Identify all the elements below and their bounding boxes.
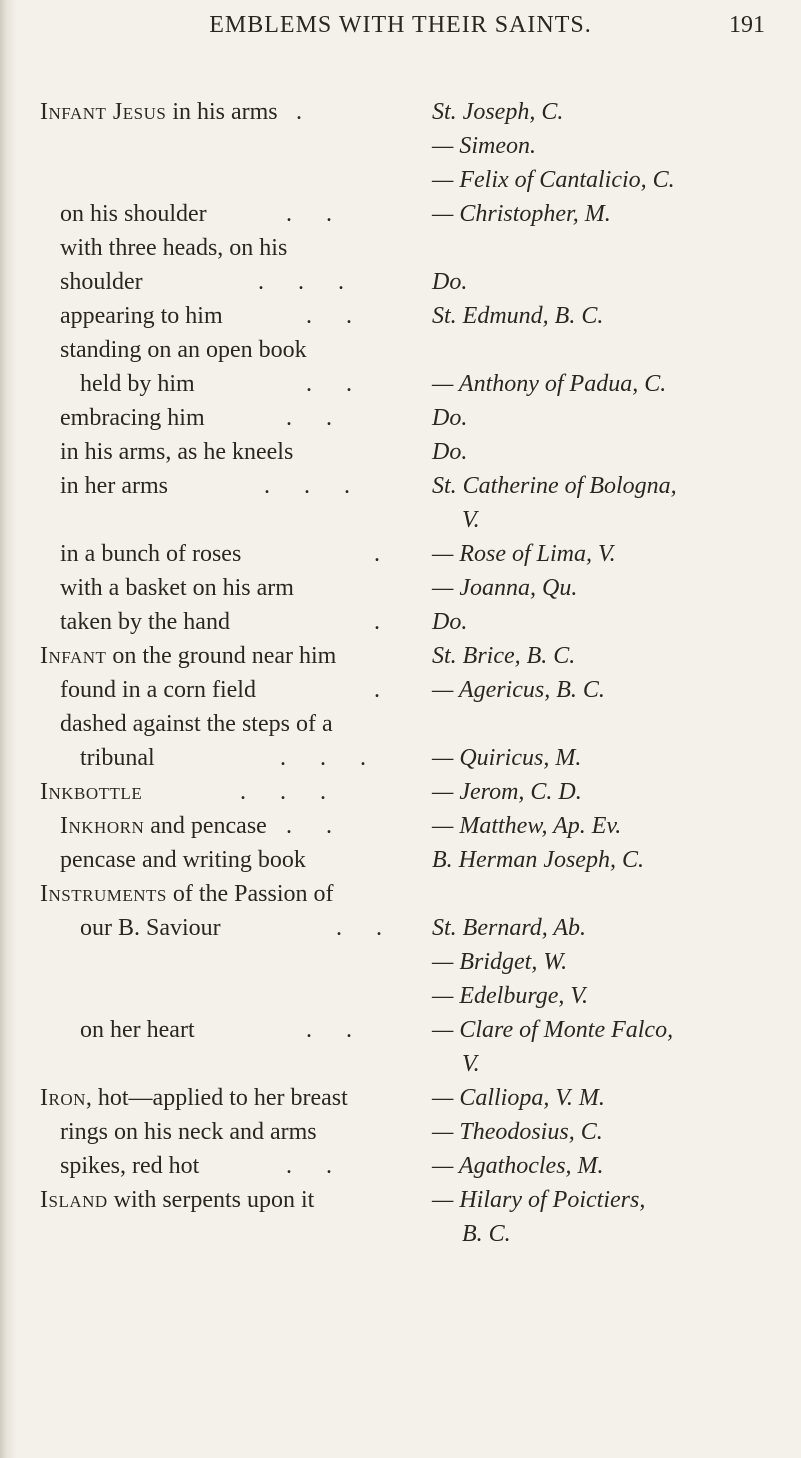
index-entry bbox=[0, 843, 801, 877]
index-entry bbox=[0, 163, 801, 197]
emblem-text: with serpents upon it bbox=[107, 1187, 315, 1213]
emblem-description bbox=[40, 775, 142, 809]
emblem-text: on her heart bbox=[80, 1017, 195, 1043]
index-entry bbox=[0, 639, 801, 673]
index-entry bbox=[0, 1183, 801, 1217]
emblem-description bbox=[60, 605, 230, 639]
emblem-description bbox=[80, 367, 195, 401]
page-number: 191 bbox=[729, 12, 765, 38]
running-title: EMBLEMS WITH THEIR SAINTS. bbox=[209, 12, 592, 38]
emblem-text: in his arms bbox=[166, 99, 278, 125]
index-entry bbox=[0, 333, 801, 367]
emblem-text: tribunal bbox=[80, 745, 155, 771]
index-entry bbox=[0, 95, 801, 129]
index-entry bbox=[0, 809, 801, 843]
index-entry bbox=[0, 1013, 801, 1047]
index-entry bbox=[0, 673, 801, 707]
saint-name: Do. bbox=[432, 405, 468, 431]
saint-name: — Anthony of Padua, C. bbox=[432, 371, 667, 397]
index-entry bbox=[0, 1047, 801, 1081]
emblem-description bbox=[60, 299, 223, 333]
index-entry bbox=[0, 1115, 801, 1149]
index-entry bbox=[0, 299, 801, 333]
emblem-text: found in a corn field bbox=[60, 677, 256, 703]
leader-dots: . bbox=[374, 677, 394, 703]
emblem-text: pencase and writing book bbox=[60, 847, 306, 873]
index-entry bbox=[0, 503, 801, 537]
leader-dots: . . bbox=[286, 405, 346, 431]
emblem-description bbox=[60, 469, 168, 503]
emblem-text: in his arms, as he kneels bbox=[60, 439, 294, 465]
leader-dots: . bbox=[374, 609, 394, 635]
saint-name: — Clare of Monte Falco, bbox=[432, 1017, 674, 1043]
leader-dots: . . bbox=[336, 915, 396, 941]
leader-dots: . . bbox=[286, 813, 346, 839]
emblem-heading: Inkbottle bbox=[40, 779, 143, 805]
emblem-text: with three heads, on his bbox=[60, 235, 288, 261]
index-entry bbox=[0, 367, 801, 401]
saint-name: — Theodosius, C. bbox=[432, 1119, 603, 1145]
saint-name: — Matthew, Ap. Ev. bbox=[432, 813, 622, 839]
index-entry bbox=[0, 1149, 801, 1183]
emblem-heading: Island bbox=[40, 1187, 108, 1213]
saint-name: — Rose of Lima, V. bbox=[432, 541, 616, 567]
emblem-description bbox=[40, 877, 334, 911]
saint-name: B. Herman Joseph, C. bbox=[432, 847, 644, 873]
emblem-heading: Infant bbox=[40, 643, 107, 669]
emblem-description bbox=[80, 1013, 195, 1047]
emblem-text: on the ground near him bbox=[106, 643, 337, 669]
emblem-heading: Instruments bbox=[40, 881, 167, 907]
emblem-description bbox=[40, 1183, 314, 1217]
emblem-text: shoulder bbox=[60, 269, 143, 295]
index-entry bbox=[0, 197, 801, 231]
page-header bbox=[0, 8, 801, 48]
index-entry bbox=[0, 265, 801, 299]
emblem-description bbox=[60, 673, 256, 707]
saint-name: St. Brice, B. C. bbox=[432, 643, 576, 669]
index-entry bbox=[0, 741, 801, 775]
leader-dots: . bbox=[374, 541, 394, 567]
emblem-text: appearing to him bbox=[60, 303, 223, 329]
emblem-text: in her arms bbox=[60, 473, 168, 499]
emblem-description bbox=[40, 1081, 348, 1115]
index-entry bbox=[0, 877, 801, 911]
leader-dots: . . . bbox=[280, 745, 380, 771]
emblem-description bbox=[60, 265, 143, 299]
emblem-description bbox=[60, 197, 207, 231]
leader-dots: . . . bbox=[258, 269, 358, 295]
emblem-text: and pencase bbox=[144, 813, 267, 839]
emblem-text: taken by the hand bbox=[60, 609, 230, 635]
emblem-heading: Infant Jesus bbox=[40, 99, 167, 125]
saint-name: — Felix of Cantalicio, C. bbox=[432, 167, 675, 193]
emblem-text: , hot—applied to her breast bbox=[85, 1085, 348, 1111]
emblem-text: embracing him bbox=[60, 405, 205, 431]
saint-name: — Quiricus, M. bbox=[432, 745, 582, 771]
saint-name: — Calliopa, V. M. bbox=[432, 1085, 605, 1111]
index-entry bbox=[0, 979, 801, 1013]
saint-name: — Agericus, B. C. bbox=[432, 677, 605, 703]
leader-dots: . . bbox=[306, 1017, 366, 1043]
saint-name: V. bbox=[462, 507, 480, 533]
saint-name: — Simeon. bbox=[432, 133, 536, 159]
leader-dots: . . bbox=[286, 201, 346, 227]
index-entry bbox=[0, 537, 801, 571]
emblem-description bbox=[60, 809, 267, 843]
leader-dots: . . . bbox=[240, 779, 340, 805]
index-entry bbox=[0, 1081, 801, 1115]
emblem-heading: Iron bbox=[40, 1085, 86, 1111]
emblem-text: held by him bbox=[80, 371, 195, 397]
emblem-description bbox=[80, 741, 155, 775]
emblem-text: on his shoulder bbox=[60, 201, 207, 227]
emblem-description bbox=[60, 435, 293, 469]
index-entry bbox=[0, 1217, 801, 1251]
saint-name: — Christopher, M. bbox=[432, 201, 611, 227]
leader-dots: . . . bbox=[264, 473, 364, 499]
emblem-text: rings on his neck and arms bbox=[60, 1119, 317, 1145]
saint-name: Do. bbox=[432, 439, 468, 465]
index-entry bbox=[0, 605, 801, 639]
saint-name: V. bbox=[462, 1051, 480, 1077]
emblem-description bbox=[60, 537, 241, 571]
emblem-description bbox=[40, 639, 336, 673]
index-entry bbox=[0, 401, 801, 435]
leader-dots: . . bbox=[306, 303, 366, 329]
saint-name: St. Bernard, Ab. bbox=[432, 915, 586, 941]
index-entry bbox=[0, 911, 801, 945]
index-entry bbox=[0, 945, 801, 979]
emblem-text: our B. Saviour bbox=[80, 915, 221, 941]
saint-name: B. C. bbox=[462, 1221, 511, 1247]
emblem-text: in a bunch of roses bbox=[60, 541, 242, 567]
emblem-text: of the Passion of bbox=[166, 881, 334, 907]
saint-name: Do. bbox=[432, 609, 468, 635]
emblem-heading: Inkhorn bbox=[60, 813, 145, 839]
saint-name: — Agathocles, M. bbox=[432, 1153, 604, 1179]
emblem-text: spikes, red hot bbox=[60, 1153, 200, 1179]
emblem-description bbox=[60, 231, 287, 265]
saint-name: — Hilary of Poictiers, bbox=[432, 1187, 646, 1213]
saint-name: — Jerom, C. D. bbox=[432, 779, 582, 805]
saint-name: St. Catherine of Bologna, bbox=[432, 473, 677, 499]
saint-name: — Joanna, Qu. bbox=[432, 575, 578, 601]
leader-dots: . . bbox=[286, 1153, 346, 1179]
saint-name: — Bridget, W. bbox=[432, 949, 568, 975]
index-entry bbox=[0, 231, 801, 265]
emblem-text: dashed against the steps of a bbox=[60, 711, 333, 737]
saint-name: St. Edmund, B. C. bbox=[432, 303, 604, 329]
emblem-description bbox=[60, 843, 306, 877]
emblem-description bbox=[40, 95, 278, 129]
index-entry bbox=[0, 469, 801, 503]
emblem-description bbox=[60, 1115, 317, 1149]
emblem-description bbox=[60, 333, 307, 367]
emblem-description bbox=[60, 401, 205, 435]
leader-dots: . bbox=[296, 99, 316, 125]
emblem-description bbox=[60, 1149, 199, 1183]
emblem-text: standing on an open book bbox=[60, 337, 307, 363]
saint-name: St. Joseph, C. bbox=[432, 99, 564, 125]
index-entry bbox=[0, 775, 801, 809]
index-entry bbox=[0, 129, 801, 163]
index-entry bbox=[0, 571, 801, 605]
emblem-description bbox=[80, 911, 221, 945]
emblem-description bbox=[60, 571, 294, 605]
emblem-text: with a basket on his arm bbox=[60, 575, 294, 601]
emblem-description bbox=[60, 707, 333, 741]
saint-name: — Edelburge, V. bbox=[432, 983, 588, 1009]
index-entry bbox=[0, 707, 801, 741]
saint-name: Do. bbox=[432, 269, 468, 295]
index-entry bbox=[0, 435, 801, 469]
leader-dots: . . bbox=[306, 371, 366, 397]
